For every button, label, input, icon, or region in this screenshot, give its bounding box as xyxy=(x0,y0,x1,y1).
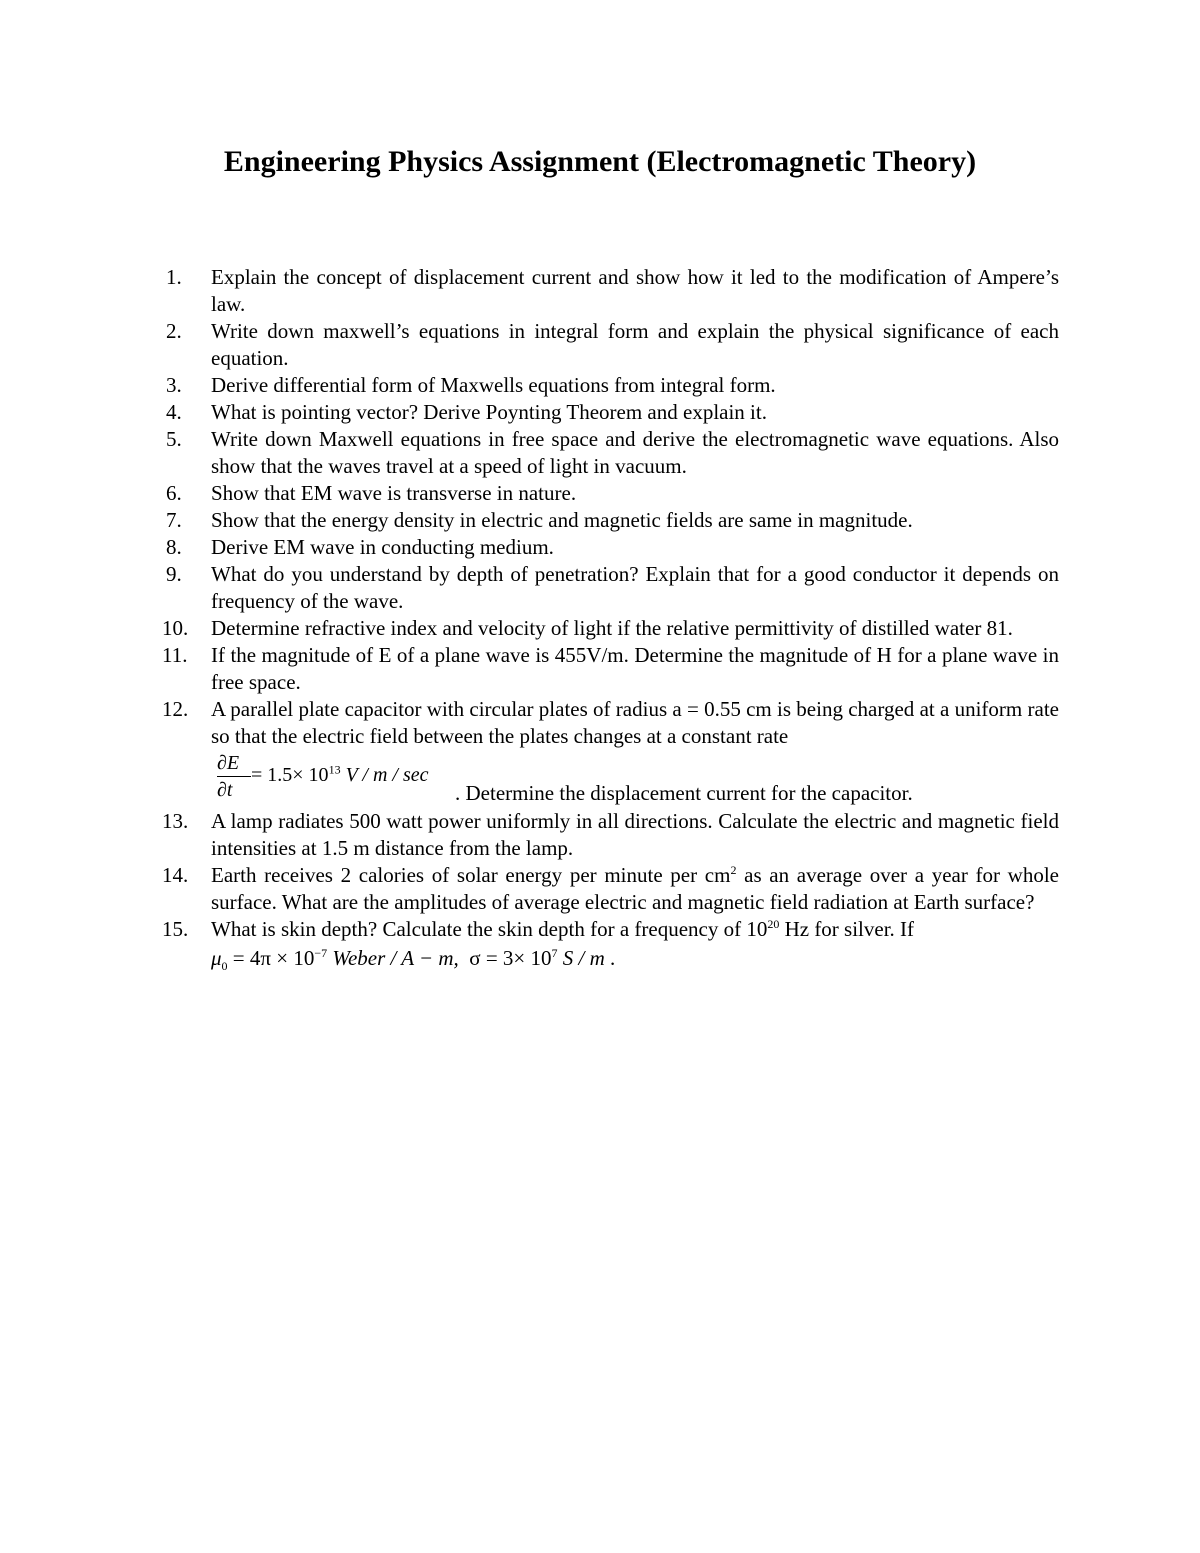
question-text: If the magnitude of E of a plane wave is 455V/m. Determine the magnitude of H for a plane wave in free space. xyxy=(211,643,1059,694)
question-number: 7. xyxy=(166,508,182,532)
question-text: A parallel plate capacitor with circular plates of radius a = 0.55 cm is being charged at a uniform rate so that the electric field between the plates changes at a constant rate xyxy=(211,697,1059,748)
partial-derivative-fraction xyxy=(217,752,251,801)
question-9 xyxy=(166,561,1059,615)
question-text: Earth receives 2 calories of solar energy per minute per cm xyxy=(211,863,731,887)
question-4 xyxy=(166,399,1059,426)
question-number: 5. xyxy=(166,427,182,451)
question-number: 9. xyxy=(166,562,182,586)
question-number: 15. xyxy=(162,917,189,941)
question-text: A lamp radiates 500 watt power uniformly in all directions. Calculate the electric and magnetic field intensities at 1.5 m distance from the lamp. xyxy=(211,809,1059,860)
document-title: Engineering Physics Assignment (Electromagnetic Theory) xyxy=(223,145,977,178)
question-text: Write down Maxwell equations in free space and derive the electromagnetic wave equations. Also show that the waves travel at a speed of light in vacuum. xyxy=(211,427,1059,478)
formula-rhs xyxy=(251,762,429,789)
question-10 xyxy=(162,615,1059,642)
question-8 xyxy=(166,534,1059,561)
question-3 xyxy=(166,372,1059,399)
question-number: 6. xyxy=(166,481,182,505)
question-text: Show that EM wave is transverse in nature. xyxy=(211,481,577,505)
question-12 xyxy=(162,696,1059,808)
permeability-formula xyxy=(211,943,1059,973)
formula-exponent: 13 xyxy=(328,762,341,777)
question-text: Explain the concept of displacement current and show how it led to the modification of Ampere’s law. xyxy=(211,265,1059,316)
mu-exponent: −7 xyxy=(314,946,328,960)
question-number: 14. xyxy=(162,863,189,887)
formula-end: . xyxy=(610,946,616,970)
mu-value: = 4π × 10 xyxy=(227,946,315,970)
fraction-numerator: ∂E xyxy=(217,752,251,777)
question-text-continued: . Determine the displacement current for the capacitor. xyxy=(455,781,913,805)
question-text: What do you understand by depth of penetration? Explain that for a good conductor it depends on frequency of the wave. xyxy=(211,562,1059,613)
formula-units: V / m / sec xyxy=(340,764,429,786)
question-number: 8. xyxy=(166,535,182,559)
mu-units: Weber / A − m, xyxy=(327,946,459,970)
sigma-exponent: 7 xyxy=(551,946,558,960)
question-text: What is pointing vector? Derive Poynting Theorem and explain it. xyxy=(211,400,767,424)
question-text: Derive EM wave in conducting medium. xyxy=(211,535,554,559)
question-text: Derive differential form of Maxwells equations from integral form. xyxy=(211,373,776,397)
superscript: 2 xyxy=(730,863,737,877)
fraction-denominator: ∂t xyxy=(217,779,233,801)
question-number: 10. xyxy=(162,616,189,640)
question-number: 11. xyxy=(162,643,188,667)
question-number: 12. xyxy=(162,697,189,721)
question-text-continued: as an average over a year for whole surface. What are the amplitudes of average electric and magnetic field radiation at Earth surface? xyxy=(211,863,1059,914)
question-14 xyxy=(162,862,1059,916)
question-number: 2. xyxy=(166,319,182,343)
question-text: Show that the energy density in electric and magnetic fields are same in magnitude. xyxy=(211,508,913,532)
sigma-value: σ = 3× 10 xyxy=(469,946,552,970)
sigma-units: S / m xyxy=(557,946,605,970)
question-13 xyxy=(162,808,1059,862)
mu-subscript: 0 xyxy=(221,959,228,974)
question-5 xyxy=(166,426,1059,480)
question-number: 13. xyxy=(162,809,189,833)
question-text: What is skin depth? Calculate the skin depth for a frequency of 10 xyxy=(211,917,768,941)
question-7 xyxy=(166,507,1059,534)
rate-formula xyxy=(211,750,1059,808)
question-6 xyxy=(166,480,1059,507)
question-text-continued: Hz for silver. If xyxy=(779,917,915,941)
question-1 xyxy=(166,264,1059,318)
formula-rhs-value: = 1.5× 10 xyxy=(251,764,329,786)
superscript: 20 xyxy=(767,917,780,931)
question-11 xyxy=(162,642,1059,696)
mu-symbol: μ xyxy=(211,946,222,970)
question-number: 4. xyxy=(166,400,182,424)
question-15 xyxy=(162,916,1059,974)
question-number: 1. xyxy=(166,265,182,289)
question-text: Determine refractive index and velocity of light if the relative permittivity of distilled water 81. xyxy=(211,616,1013,640)
question-number: 3. xyxy=(166,373,182,397)
formula-expression xyxy=(211,945,615,972)
question-text: Write down maxwell’s equations in integral form and explain the physical significance of each equation. xyxy=(211,319,1059,370)
question-list xyxy=(162,264,1059,974)
question-2 xyxy=(166,318,1059,372)
